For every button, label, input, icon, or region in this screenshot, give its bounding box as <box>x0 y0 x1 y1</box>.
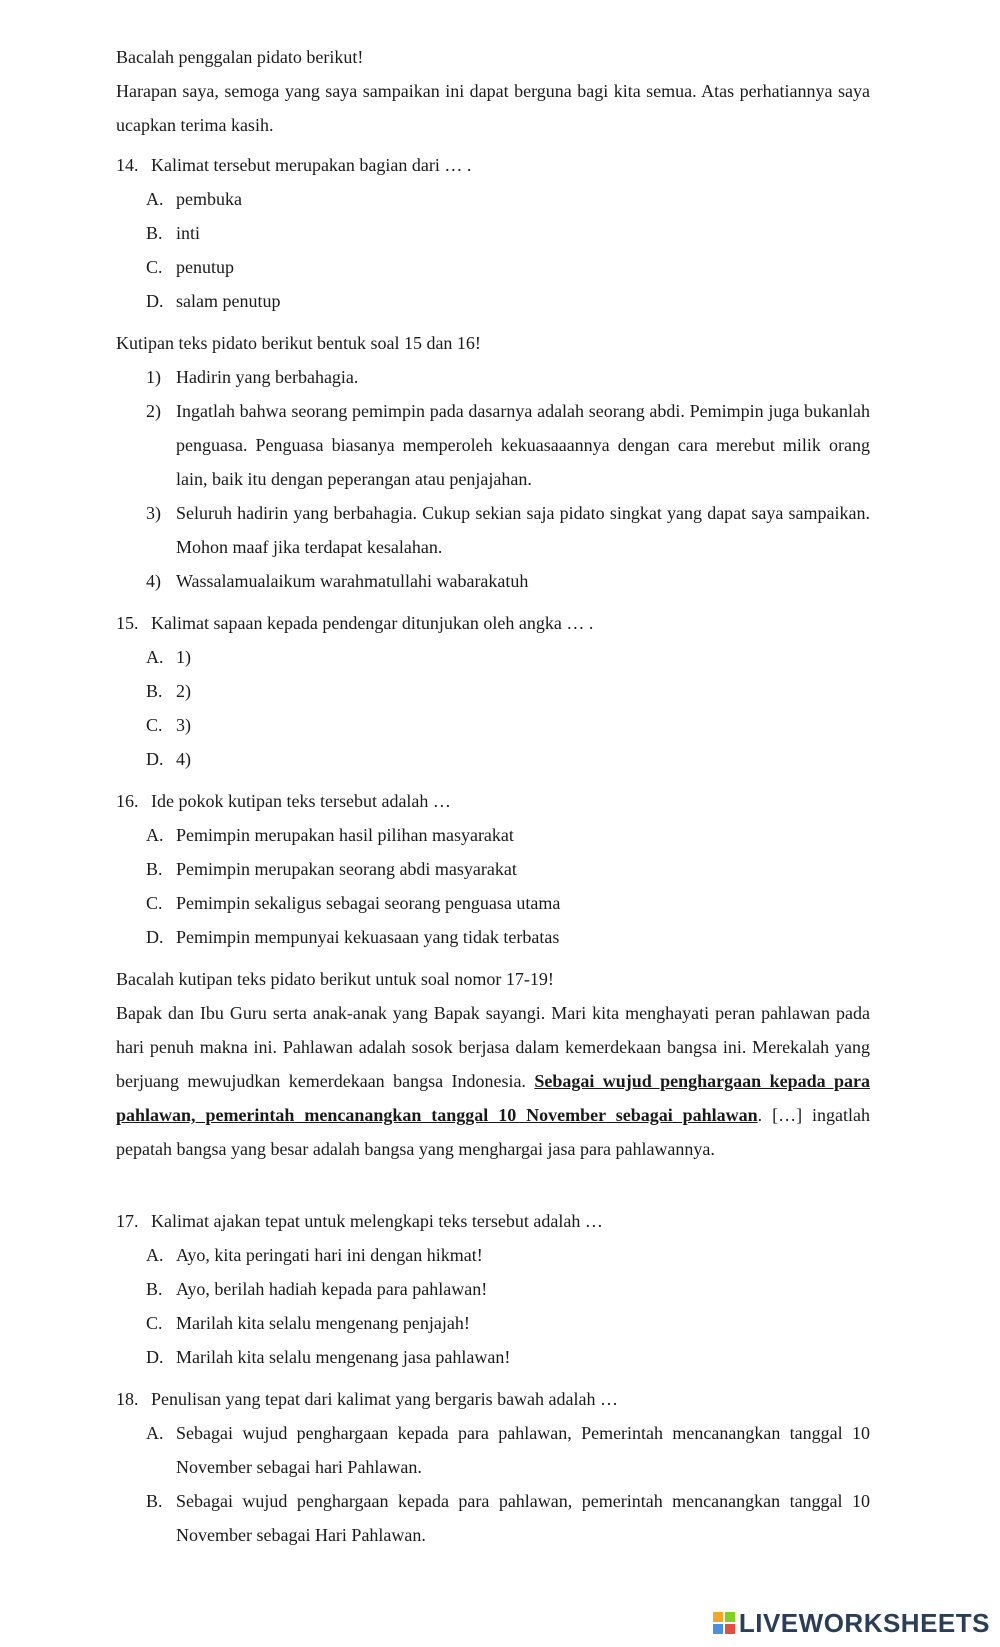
option-label: D. <box>146 927 164 947</box>
excerpt-text: Wassalamualaikum warahmatullahi wabarakatuh <box>176 571 529 591</box>
excerpt-label: 4) <box>146 571 161 591</box>
option-text: Pemimpin merupakan hasil pilihan masyarakat <box>176 825 514 845</box>
option-label: A. <box>146 825 164 845</box>
option-label: A. <box>146 1423 164 1443</box>
q14-option-d[interactable] <box>146 284 870 318</box>
passage-text-after: . […] ingatlah pepatah bangsa yang besar adalah bangsa yang menghargai jasa para pahlawannya. <box>116 1105 870 1159</box>
q18-option-b[interactable] <box>146 1484 870 1552</box>
q17-option-b[interactable] <box>146 1272 870 1306</box>
section3-passage <box>116 996 870 1166</box>
option-text: Pemimpin merupakan seorang abdi masyarakat <box>176 859 517 879</box>
excerpt-text: Hadirin yang berbahagia. <box>176 367 359 387</box>
q16-options <box>146 818 870 954</box>
option-label: A. <box>146 189 164 209</box>
passage-text: Bapak dan Ibu Guru serta anak-anak yang Bapak sayangi. Mari kita menghayati peran pahlawan pada hari penuh makna ini. Pahlawan adalah sosok berjasa dalam kemerdekaan bangsa ini. Merekalah yang berjuang mewujudkan kemerdekaan bangsa Indonesia. <box>116 1003 870 1091</box>
option-text: inti <box>176 223 201 243</box>
q15-option-d[interactable] <box>146 742 870 776</box>
excerpt-item-2 <box>146 394 870 496</box>
question-stem: Kalimat sapaan kepada pendengar ditunjukan oleh angka … . <box>151 613 594 633</box>
q16-option-a[interactable] <box>146 818 870 852</box>
option-text: Sebagai wujud penghargaan kepada para pahlawan, Pemerintah mencanangkan tanggal 10 November sebagai hari Pahlawan. <box>176 1423 870 1477</box>
option-text: 4) <box>176 749 191 769</box>
option-label: A. <box>146 647 164 667</box>
option-label: C. <box>146 715 163 735</box>
option-label: B. <box>146 859 163 879</box>
q17-option-d[interactable] <box>146 1340 870 1374</box>
option-label: C. <box>146 257 163 277</box>
q18-option-a[interactable] <box>146 1416 870 1484</box>
option-label: B. <box>146 681 163 701</box>
excerpt-item-1 <box>146 360 870 394</box>
q14-option-c[interactable] <box>146 250 870 284</box>
question-number: 15. <box>116 613 139 633</box>
option-text: 2) <box>176 681 191 701</box>
q17-options <box>146 1238 870 1374</box>
excerpt-text: Ingatlah bahwa seorang pemimpin pada dasarnya adalah seorang abdi. Pemimpin juga bukanlah penguasa. Penguasa biasanya memperoleh kekuasaaannya dengan cara merebut milik orang lain, baik itu dengan peperangan atau penjajahan. <box>176 401 870 489</box>
option-label: B. <box>146 223 163 243</box>
option-text: penutup <box>176 257 234 277</box>
q14-options <box>146 182 870 318</box>
q15-option-c[interactable] <box>146 708 870 742</box>
question-15 <box>116 606 870 640</box>
option-label: D. <box>146 1347 164 1367</box>
option-label: C. <box>146 1313 163 1333</box>
section2-instruction: Kutipan teks pidato berikut bentuk soal 15 dan 16! <box>116 333 481 353</box>
question-stem: Penulisan yang tepat dari kalimat yang bergaris bawah adalah … <box>151 1389 619 1409</box>
option-label: D. <box>146 291 164 311</box>
q15-options <box>146 640 870 776</box>
option-text: Pemimpin mempunyai kekuasaan yang tidak terbatas <box>176 927 560 947</box>
option-text: Ayo, berilah hadiah kepada para pahlawan! <box>176 1279 488 1299</box>
option-text: Pemimpin sekaligus sebagai seorang penguasa utama <box>176 893 561 913</box>
q14-option-a[interactable] <box>146 182 870 216</box>
q18-options <box>146 1416 870 1552</box>
question-number: 14. <box>116 155 139 175</box>
logo-blocks-icon <box>713 1612 735 1634</box>
section1-instruction: Bacalah penggalan pidato berikut! <box>116 47 364 67</box>
q15-option-b[interactable] <box>146 674 870 708</box>
q17-option-a[interactable] <box>146 1238 870 1272</box>
question-14 <box>116 148 870 182</box>
question-stem: Ide pokok kutipan teks tersebut adalah … <box>151 791 451 811</box>
question-17 <box>116 1204 870 1238</box>
q16-option-c[interactable] <box>146 886 870 920</box>
option-label: B. <box>146 1491 163 1511</box>
q16-option-d[interactable] <box>146 920 870 954</box>
option-label: D. <box>146 749 164 769</box>
option-text: pembuka <box>176 189 242 209</box>
q15-option-a[interactable] <box>146 640 870 674</box>
excerpt-item-4 <box>146 564 870 598</box>
option-text: 1) <box>176 647 191 667</box>
option-text: salam penutup <box>176 291 281 311</box>
liveworksheets-logo <box>713 1606 990 1640</box>
section2-excerpt-list <box>146 360 870 598</box>
question-number: 16. <box>116 791 139 811</box>
section3-instruction: Bacalah kutipan teks pidato berikut untuk soal nomor 17-19! <box>116 969 554 989</box>
option-label: C. <box>146 893 163 913</box>
option-text: Sebagai wujud penghargaan kepada para pahlawan, pemerintah mencanangkan tanggal 10 November sebagai Hari Pahlawan. <box>176 1491 870 1545</box>
excerpt-label: 1) <box>146 367 161 387</box>
q17-option-c[interactable] <box>146 1306 870 1340</box>
section1-passage: Harapan saya, semoga yang saya sampaikan ini dapat berguna bagi kita semua. Atas perhatiannya saya ucapkan terima kasih. <box>116 81 870 135</box>
question-16 <box>116 784 870 818</box>
option-text: Marilah kita selalu mengenang penjajah! <box>176 1313 470 1333</box>
underlined-sentence: Sebagai wujud penghargaan kepada para pahlawan, pemerintah mencanangkan tanggal 10 November sebagai pahlawan <box>116 1071 870 1125</box>
worksheet-page <box>116 40 870 1560</box>
excerpt-label: 3) <box>146 503 161 523</box>
option-text: Ayo, kita peringati hari ini dengan hikmat! <box>176 1245 483 1265</box>
question-18 <box>116 1382 870 1416</box>
spacer <box>116 1166 870 1198</box>
option-label: B. <box>146 1279 163 1299</box>
option-label: A. <box>146 1245 164 1265</box>
question-number: 17. <box>116 1211 139 1231</box>
option-text: 3) <box>176 715 191 735</box>
option-text: Marilah kita selalu mengenang jasa pahlawan! <box>176 1347 511 1367</box>
q14-option-b[interactable] <box>146 216 870 250</box>
question-stem: Kalimat ajakan tepat untuk melengkapi teks tersebut adalah … <box>151 1211 603 1231</box>
excerpt-label: 2) <box>146 401 161 421</box>
question-number: 18. <box>116 1389 139 1409</box>
logo-text: LIVEWORKSHEETS <box>738 1607 990 1638</box>
excerpt-item-3 <box>146 496 870 564</box>
excerpt-text: Seluruh hadirin yang berbahagia. Cukup sekian saja pidato singkat yang dapat saya sampaikan. Mohon maaf jika terdapat kesalahan. <box>176 503 870 557</box>
question-stem: Kalimat tersebut merupakan bagian dari … . <box>151 155 472 175</box>
q16-option-b[interactable] <box>146 852 870 886</box>
